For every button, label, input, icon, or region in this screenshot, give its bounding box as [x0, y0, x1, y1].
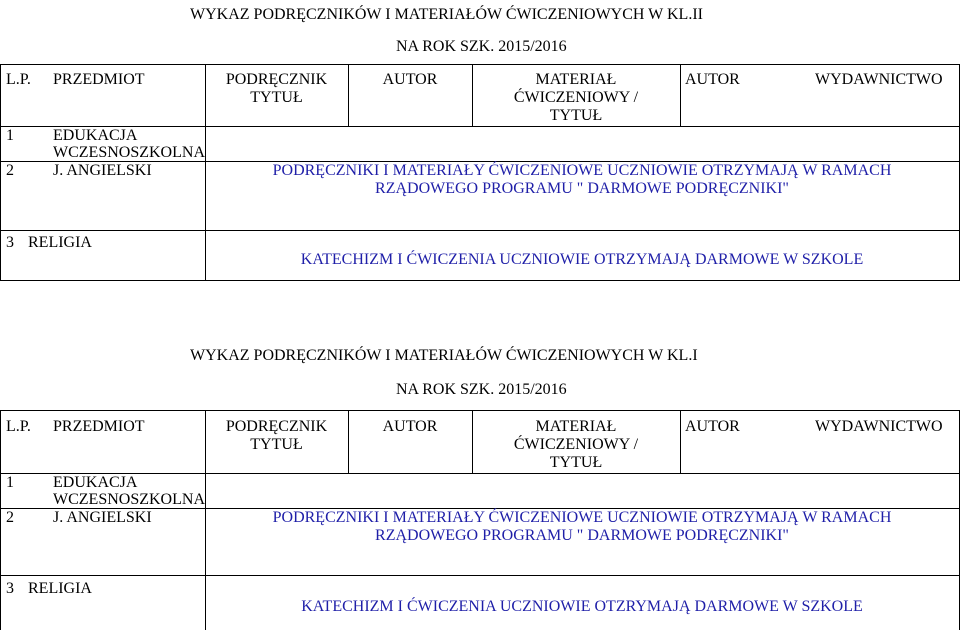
- header-book: PODRĘCZNIK TYTUŁ: [225, 71, 328, 106]
- row-subject: J. ANGIELSKI: [53, 162, 152, 179]
- header-subject: PRZEDMIOT: [53, 418, 145, 435]
- header-author: AUTOR: [382, 71, 438, 88]
- row-subject-line2: WCZESNOSZKOLNA: [53, 144, 205, 161]
- row-subject: J. ANGIELSKI: [53, 509, 152, 526]
- row-subject: RELIGIA: [28, 234, 92, 251]
- row-note: KATECHIZM I ĆWICZENIA UCZNIOWIE OTZRYMAJĄ DARMOWE W SZKOLE: [301, 598, 863, 615]
- row-subject: EDUKACJA: [53, 474, 138, 491]
- row-subject: RELIGIA: [28, 580, 92, 597]
- header-author: AUTOR: [382, 418, 438, 435]
- header-lp: L.P.: [6, 71, 31, 88]
- row-note: KATECHIZM I ĆWICZENIA UCZNIOWIE OTRZYMAJĄ DARMOWE W SZKOLE: [300, 251, 864, 268]
- school-year: NA ROK SZK. 2015/2016: [396, 38, 567, 55]
- row-subject-line2: WCZESNOSZKOLNA: [53, 491, 205, 508]
- header-material: MATERIAŁ ĆWICZENIOWY / TYTUŁ: [513, 71, 639, 124]
- row-lp: 3: [6, 234, 14, 251]
- school-year: NA ROK SZK. 2015/2016: [396, 381, 567, 398]
- row-lp: 1: [6, 474, 14, 491]
- header-author-2: AUTOR: [685, 71, 740, 88]
- header-publisher: WYDAWNICTWO: [815, 71, 943, 88]
- header-book: PODRĘCZNIK TYTUŁ: [225, 418, 328, 453]
- row-note: PODRĘCZNIKI I MATERIAŁY ĆWICZENIOWE UCZNIOWIE OTRZYMAJĄ W RAMACH RZĄDOWEGO PROGRAMU " DARMOWE PODRĘCZNIKI": [272, 162, 892, 197]
- header-author-2: AUTOR: [685, 418, 740, 435]
- row-lp: 2: [6, 162, 14, 179]
- header-publisher: WYDAWNICTWO: [815, 418, 943, 435]
- page-title: WYKAZ PODRĘCZNIKÓW I MATERIAŁÓW ĆWICZENIOWYCH W KL.II: [190, 6, 703, 23]
- row-lp: 1: [6, 127, 14, 144]
- header-lp: L.P.: [6, 418, 31, 435]
- header-material: MATERIAŁ ĆWICZENIOWY / TYTUŁ: [513, 418, 639, 471]
- page-title: WYKAZ PODRĘCZNIKÓW I MATERIAŁÓW ĆWICZENIOWYCH W KL.I: [190, 347, 698, 364]
- header-subject: PRZEDMIOT: [53, 71, 145, 88]
- row-note: PODRĘCZNIKI I MATERIAŁY ĆWICZENIOWE UCZNIOWIE OTRZYMAJĄ W RAMACH RZĄDOWEGO PROGRAMU " DARMOWE PODRĘCZNIKI": [272, 509, 892, 544]
- row-lp: 2: [6, 509, 14, 526]
- row-lp: 3: [6, 580, 14, 597]
- row-subject: EDUKACJA: [53, 127, 138, 144]
